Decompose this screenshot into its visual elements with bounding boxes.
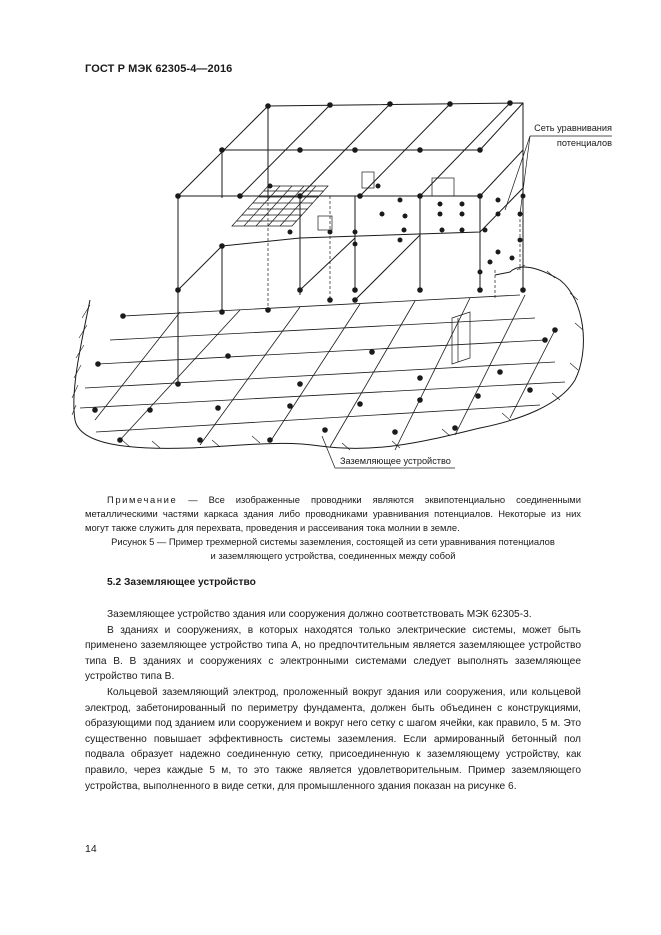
document-header: ГОСТ Р МЭК 62305-4—2016 <box>85 63 233 75</box>
mesh-label-line2: потенциалов <box>556 138 612 148</box>
earth-label: Заземляющее устройство <box>340 456 451 466</box>
figure-note <box>85 493 581 535</box>
section-title: 5.2 Заземляющее устройство <box>107 577 256 588</box>
paragraph: В зданиях и сооружениях, в которых находятся только электрические системы, может быть применено заземляющее устройство типа А, но предпочтительным является заземляющее устройство типа В. В зданиях и сооружениях с электронными системами следует выполнять заземляющее устройство типа В. <box>85 624 581 683</box>
body-text <box>85 607 581 794</box>
note-text: — Все изображенные проводники являются эквипотенциально соединенными металлическими частями каркаса здания либо проводниками уравнивания потенциалов. Некоторые из них могут также служить для перехвата, проведения и рассеивания тока молнии в земле. <box>85 494 581 533</box>
caption-line-1: Рисунок 5 — Пример трехмерной системы заземления, состоящей из сети уравнивания потенциалов <box>111 536 555 547</box>
mesh-label-line1: Сеть уравнивания <box>534 123 612 133</box>
earthing-nodes <box>92 100 558 443</box>
note-label: Примечание <box>107 494 178 505</box>
paragraph: Кольцевой заземляющий электрод, проложенный вокруг здания или сооружения, или кольцевой электрод, забетонированный по периметру фундамента, должен быть объединен с конструкциями, образующими под зданием или сооружением и вокруг него сетку с шагом ячейки, как правило, 5 м. Это существенно повышает эффективность системы заземления. Если армированный бетонный пол подвала образует надежно соединенную сетку, присоединенную к заземляющему устройству, как правило, через каждые 5 м, то это также является удовлетворительным. Пример заземляющего устройства, выполненного в виде сетки, для промышленного здания показан на рисунке 6. <box>85 686 581 792</box>
figure-caption <box>85 535 581 563</box>
page-number: 14 <box>85 843 97 855</box>
ground-outline <box>74 267 584 448</box>
paragraph: Заземляющее устройство здания или сооружения должно соответствовать МЭК 62305-3. <box>107 609 532 620</box>
caption-line-2: и заземляющего устройства, соединенных между собой <box>210 550 456 561</box>
